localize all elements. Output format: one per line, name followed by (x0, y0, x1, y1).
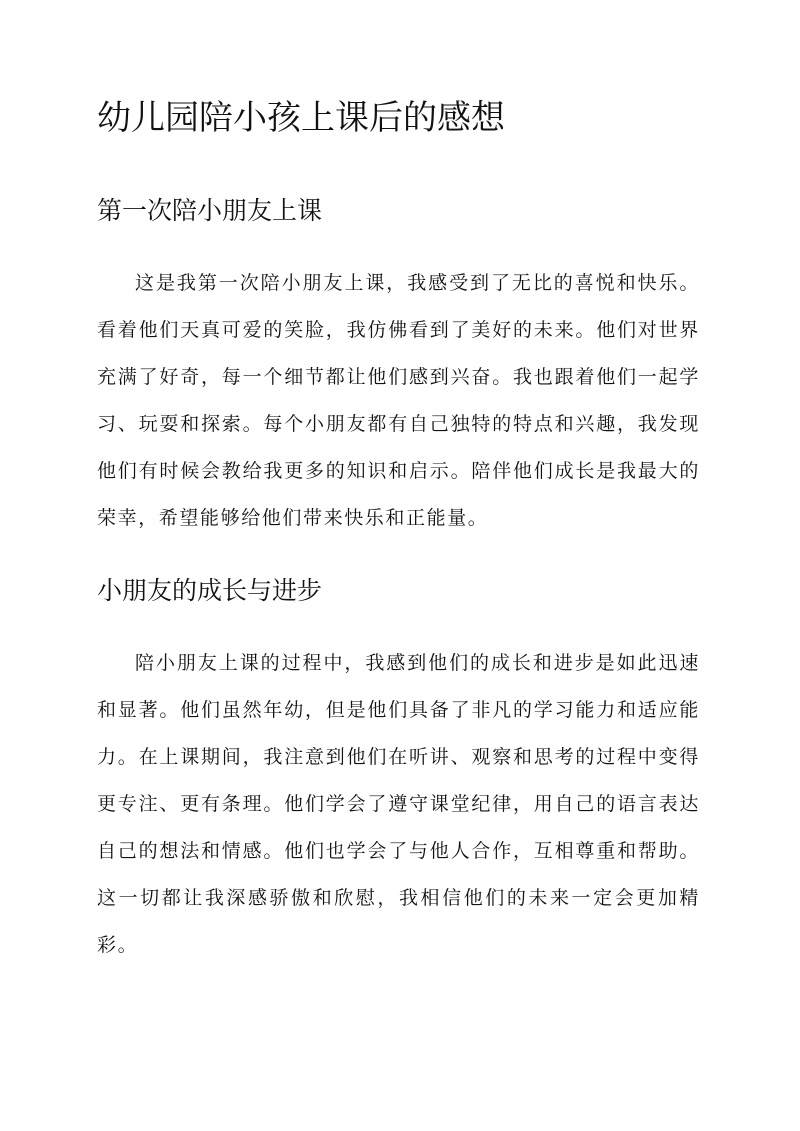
section-paragraph-growth: 陪小朋友上课的过程中，我感到他们的成长和进步是如此迅速和显著。他们虽然年幼，但是他们具备了非凡的学习能力和适应能力。在上课期间，我注意到他们在听讲、观察和思考的过程中变得更专注、更有条理。他们学会了遵守课堂纪律，用自己的语言表达自己的想法和情感。他们也学会了与他人合作，互相尊重和帮助。这一切都让我深感骄傲和欣慰，我相信他们的未来一定会更加精彩。 (97, 652, 700, 956)
section-heading-first-class: 第一次陪小朋友上课 (97, 196, 323, 225)
section-paragraph-first-class: 这是我第一次陪小朋友上课，我感受到了无比的喜悦和快乐。看着他们天真可爱的笑脸，我仿佛看到了美好的未来。他们对世界充满了好奇，每一个细节都让他们感到兴奋。我也跟着他们一起学习、玩耍和探索。每个小朋友都有自己独特的特点和兴趣，我发现他们有时候会教给我更多的知识和启示。陪伴他们成长是我最大的荣幸，希望能够给他们带来快乐和正能量。 (97, 272, 700, 529)
section-heading-growth: 小朋友的成长与进步 (97, 576, 323, 605)
document-title: 幼儿园陪小孩上课后的感想 (97, 98, 505, 138)
